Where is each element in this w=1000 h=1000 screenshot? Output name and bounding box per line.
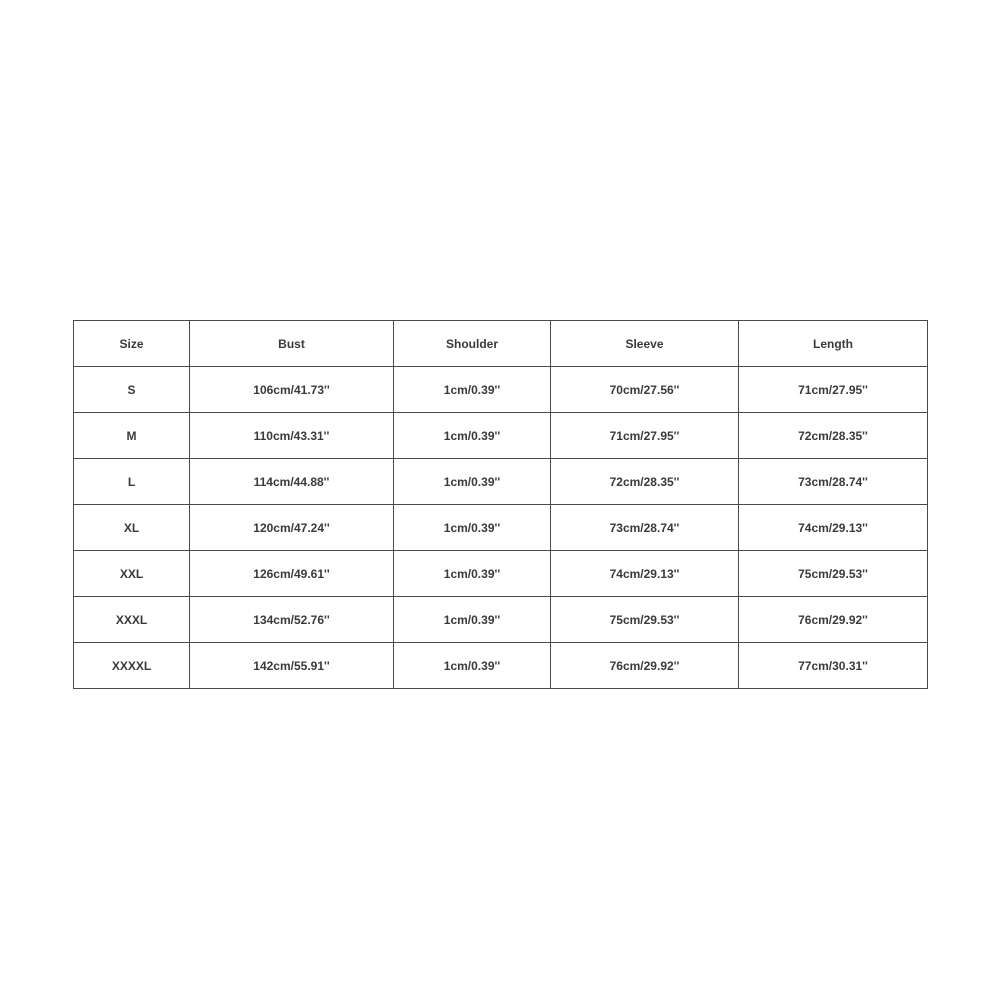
table-row <box>74 643 928 689</box>
cell-size: XXXL <box>74 597 190 643</box>
cell-sleeve: 74cm/29.13'' <box>551 551 739 597</box>
cell-shoulder: 1cm/0.39'' <box>394 413 551 459</box>
cell-shoulder: 1cm/0.39'' <box>394 551 551 597</box>
cell-shoulder: 1cm/0.39'' <box>394 597 551 643</box>
cell-bust: 110cm/43.31'' <box>190 413 394 459</box>
table-row <box>74 413 928 459</box>
cell-sleeve: 72cm/28.35'' <box>551 459 739 505</box>
cell-bust: 134cm/52.76'' <box>190 597 394 643</box>
cell-sleeve: 71cm/27.95'' <box>551 413 739 459</box>
cell-size: S <box>74 367 190 413</box>
cell-length: 75cm/29.53'' <box>739 551 928 597</box>
header-size: Size <box>74 321 190 367</box>
table-row <box>74 551 928 597</box>
cell-length: 72cm/28.35'' <box>739 413 928 459</box>
table-row <box>74 505 928 551</box>
cell-sleeve: 75cm/29.53'' <box>551 597 739 643</box>
cell-bust: 142cm/55.91'' <box>190 643 394 689</box>
cell-size: XXL <box>74 551 190 597</box>
cell-bust: 106cm/41.73'' <box>190 367 394 413</box>
table-header-row <box>74 321 928 367</box>
header-length: Length <box>739 321 928 367</box>
cell-sleeve: 73cm/28.74'' <box>551 505 739 551</box>
cell-bust: 114cm/44.88'' <box>190 459 394 505</box>
cell-shoulder: 1cm/0.39'' <box>394 367 551 413</box>
header-sleeve: Sleeve <box>551 321 739 367</box>
cell-length: 77cm/30.31'' <box>739 643 928 689</box>
header-bust: Bust <box>190 321 394 367</box>
cell-size: L <box>74 459 190 505</box>
cell-shoulder: 1cm/0.39'' <box>394 459 551 505</box>
cell-sleeve: 76cm/29.92'' <box>551 643 739 689</box>
cell-bust: 126cm/49.61'' <box>190 551 394 597</box>
size-chart-table <box>73 320 928 689</box>
cell-length: 74cm/29.13'' <box>739 505 928 551</box>
cell-size: XL <box>74 505 190 551</box>
cell-size: M <box>74 413 190 459</box>
cell-size: XXXXL <box>74 643 190 689</box>
table-row <box>74 459 928 505</box>
cell-shoulder: 1cm/0.39'' <box>394 643 551 689</box>
cell-sleeve: 70cm/27.56'' <box>551 367 739 413</box>
header-shoulder: Shoulder <box>394 321 551 367</box>
cell-length: 71cm/27.95'' <box>739 367 928 413</box>
cell-bust: 120cm/47.24'' <box>190 505 394 551</box>
cell-length: 73cm/28.74'' <box>739 459 928 505</box>
table-row <box>74 367 928 413</box>
cell-length: 76cm/29.92'' <box>739 597 928 643</box>
table-row <box>74 597 928 643</box>
cell-shoulder: 1cm/0.39'' <box>394 505 551 551</box>
